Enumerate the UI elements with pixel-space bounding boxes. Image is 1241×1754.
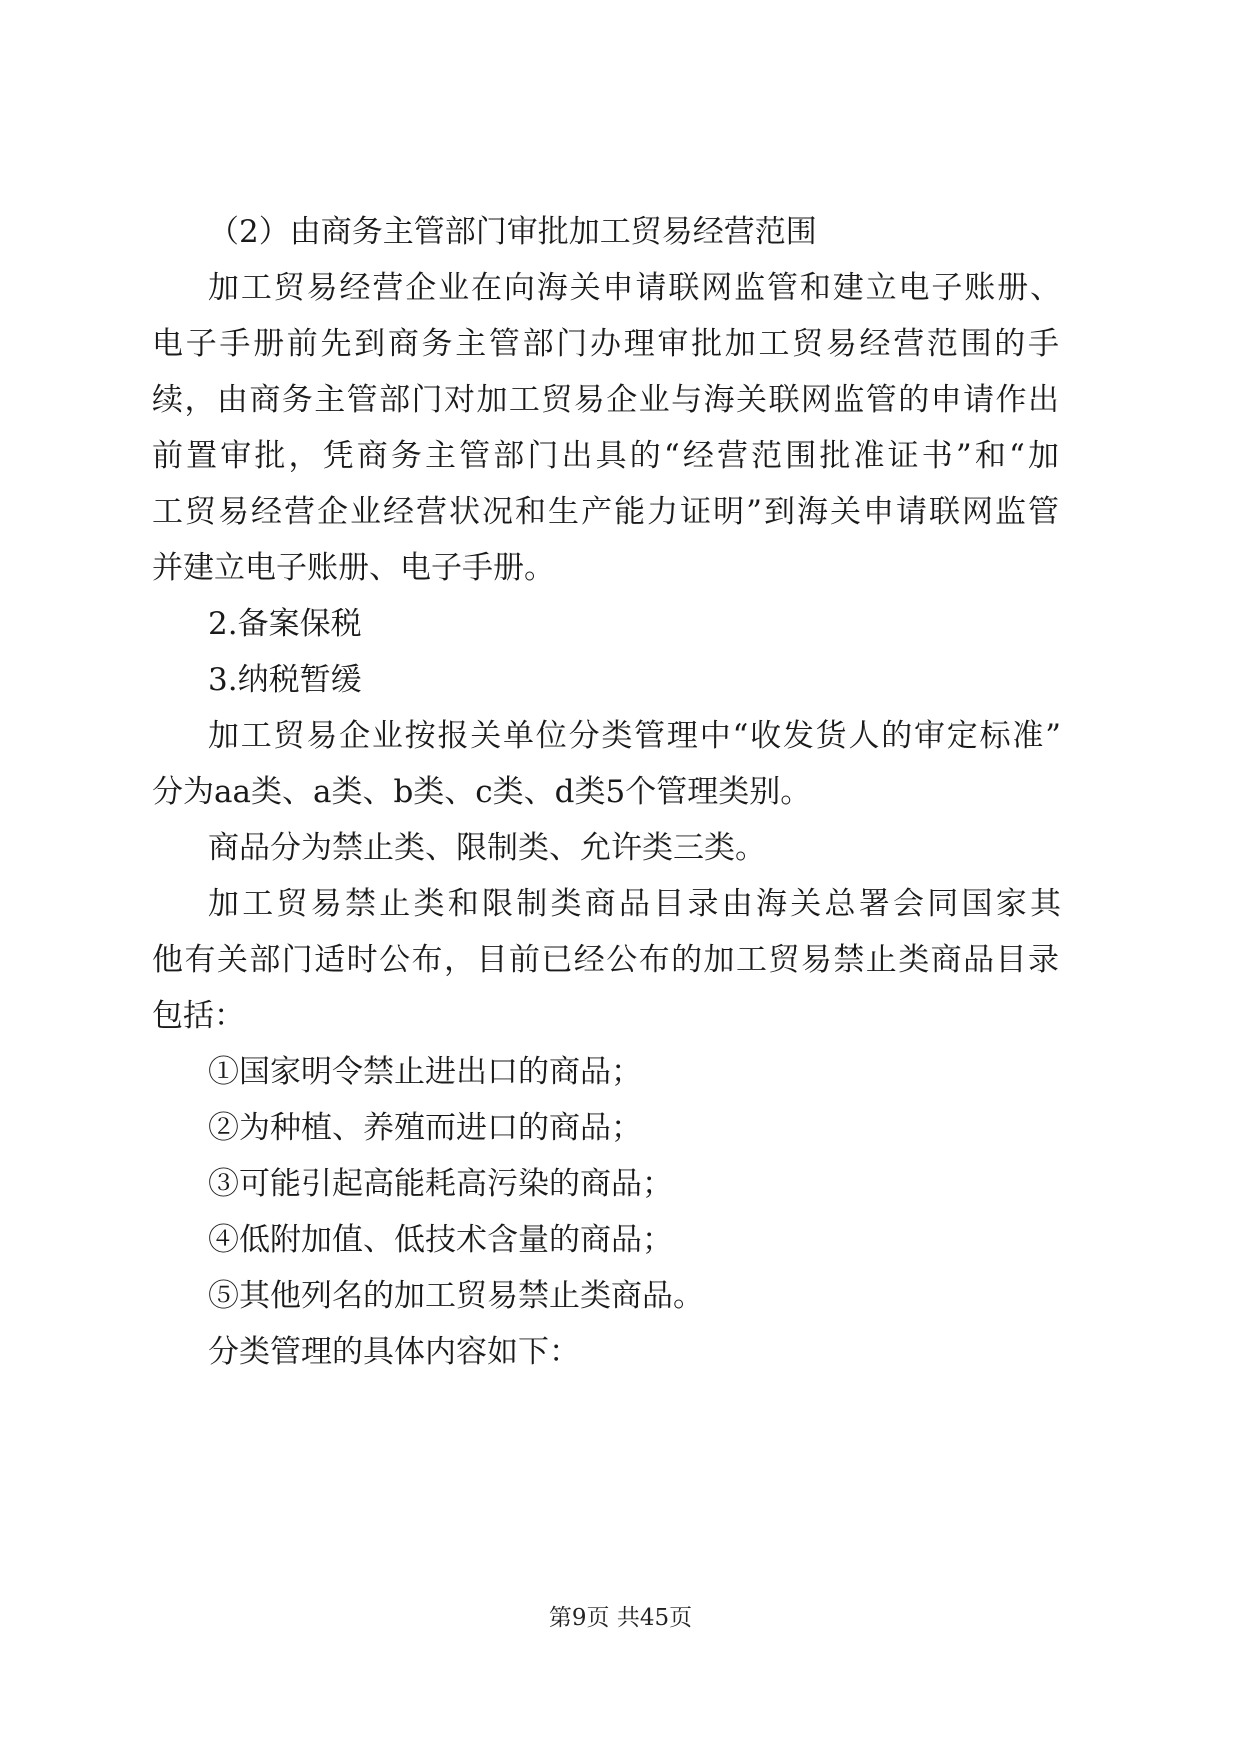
page-number-footer: 第9页 共45页: [548, 1605, 693, 1631]
paragraph-line: 加工贸易企业按报关单位分类管理中“收发货人的审定标准”: [208, 718, 1061, 754]
paragraph-line: 前置审批，凭商务主管部门出具的“经营范围批准证书”和“加: [152, 438, 1059, 474]
paragraph-line: 分类管理的具体内容如下：: [208, 1334, 580, 1370]
paragraph-line: 包括：: [152, 998, 245, 1034]
paragraph-line: 商品分为禁止类、限制类、允许类三类。: [208, 830, 766, 866]
list-item: ②为种植、养殖而进口的商品；: [208, 1110, 642, 1146]
list-item: ①国家明令禁止进出口的商品；: [208, 1054, 642, 1090]
paragraph-line: 加工贸易禁止类和限制类商品目录由海关总署会同国家其: [208, 886, 1061, 922]
list-item: 2.备案保税: [208, 606, 362, 642]
paragraph-line: 续，由商务主管部门对加工贸易企业与海关联网监管的申请作出: [152, 382, 1059, 418]
list-item: ③可能引起高能耗高污染的商品；: [208, 1166, 673, 1202]
section-heading: （2）由商务主管部门审批加工贸易经营范围: [208, 214, 817, 250]
paragraph-line: 分为aa类、a类、b类、c类、d类5个管理类别。: [152, 774, 812, 810]
list-item: 3.纳税暂缓: [208, 662, 362, 698]
paragraph-line: 工贸易经营企业经营状况和生产能力证明”到海关申请联网监管: [152, 494, 1059, 530]
paragraph-line: 他有关部门适时公布，目前已经公布的加工贸易禁止类商品目录: [152, 942, 1059, 978]
list-item: ④低附加值、低技术含量的商品；: [208, 1222, 673, 1258]
paragraph-line: 电子手册前先到商务主管部门办理审批加工贸易经营范围的手: [152, 326, 1059, 362]
list-item: ⑤其他列名的加工贸易禁止类商品。: [208, 1278, 704, 1314]
paragraph-line: 加工贸易经营企业在向海关申请联网监管和建立电子账册、: [208, 270, 1061, 306]
paragraph-line: 并建立电子账册、电子手册。: [152, 550, 555, 586]
